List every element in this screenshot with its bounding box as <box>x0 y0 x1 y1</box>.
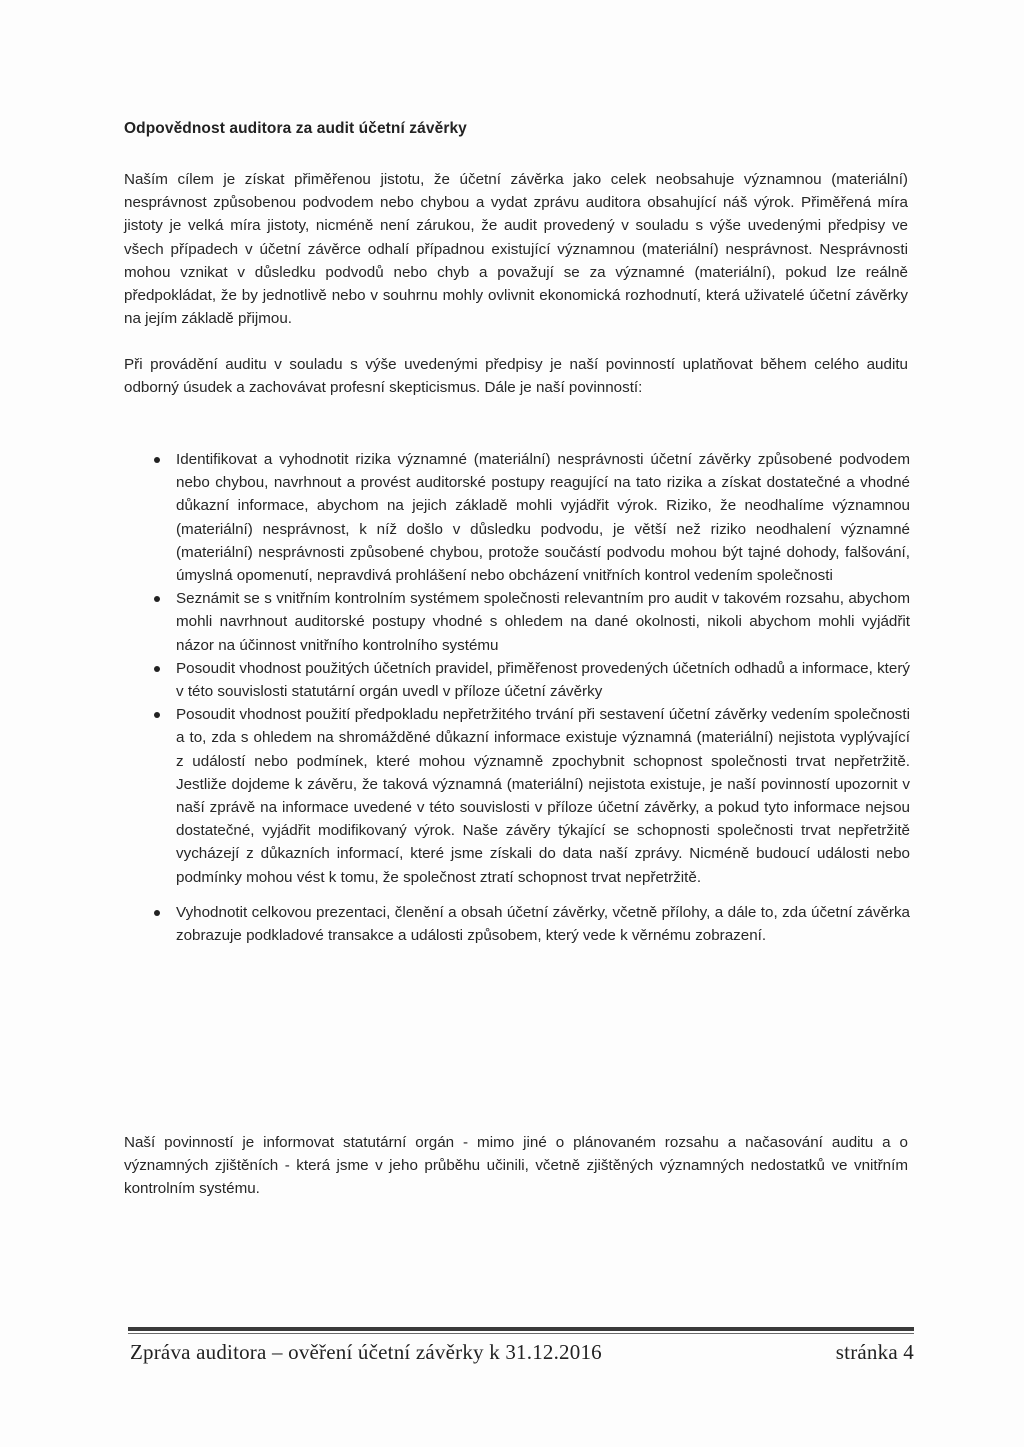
bullet-icon <box>154 596 160 602</box>
duties-list <box>124 448 910 947</box>
paragraph-audit-goal: Naším cílem je získat přiměřenou jistotu, že účetní závěrka jako celek neobsahuje významnou (materiální) nesprávnost způsobenou podvodem nebo chybou a vydat zprávu auditora obsahující náš výrok. Přiměřená míra jistoty je velká míra jistoty, nicméně není zárukou, že audit provedený v souladu s výše uvedenými předpisy ve všech případech v účetní závěrce odhalí případnou existující významnou (materiální) nesprávnost. Nesprávnosti mohou vznikat v důsledku podvodů nebo chyb a považují se za významné (materiální), pokud lze reálně předpokládat, že by jednotlivě nebo v souhrnu mohly ovlivnit ekonomická rozhodnutí, která uživatelé účetní závěrky na jejím základě přijmou. <box>124 171 908 328</box>
footer-title: Zpráva auditora – ověření účetní závěrky k 31.12.2016 <box>130 1340 602 1364</box>
bullet-icon <box>154 666 160 672</box>
footer-divider <box>128 1327 914 1331</box>
list-item <box>124 657 910 703</box>
paragraph-auditor-duties: Při provádění auditu v souladu s výše uvedenými předpisy je naší povinností uplatňovat během celého auditu odborný úsudek a zachovávat profesní skepticismus. Dále je naší povinností: <box>124 356 908 397</box>
list-item-text: Identifikovat a vyhodnotit rizika významné (materiální) nesprávnosti účetní závěrky způsobené podvodem nebo chybou, navrhnout a provést auditorské postupy reagující na tato rizika a získat dostatečné a vhodné důkazní informace, abychom na jejich základě mohli vyjádřit výrok. Riziko, že neodhalíme významnou (materiální) nesprávnost, k níž došlo v důsledku podvodu, je větší než riziko neodhalení významné (materiální) nesprávnosti způsobené chybou, protože součástí podvodu mohou být tajné dohody, falšování, úmyslná opomenutí, nepravdivá prohlášení nebo obcházení vnitřních kontrol vedením společnosti <box>176 451 910 585</box>
list-item-text: Seznámit se s vnitřním kontrolním systémem společnosti relevantním pro audit v takovém rozsahu, abychom mohli navrhnout auditorské postupy vhodné s ohledem na dané okolnosti, nikoli abychom mohli vyjádřit názor na účinnost vnitřního kontrolního systému <box>176 590 910 654</box>
list-item <box>124 703 910 889</box>
section-heading: Odpovědnost auditora za audit účetní závěrky <box>124 120 467 137</box>
list-item-text: Posoudit vhodnost použití předpokladu nepřetržitého trvání při sestavení účetní závěrky vedením společnosti a to, zda s ohledem na shromážděné důkazní informace existuje významná (materiální) nejistota vyplývající z událostí nebo podmínek, které mohou významně zpochybnit schopnost společnosti trvat nepřetržitě. Jestliže dojdeme k závěru, že taková významná (materiální) nejistota existuje, je naší povinností upozornit v naší zprávě na informace uvedené v této souvislosti v příloze účetní závěrky, a pokud tyto informace nejsou dostatečné, vyjádřit modifikovaný výrok. Naše závěry týkající se schopnosti společnosti trvat nepřetržitě vycházejí z důkazních informací, které jsme získali do data naší zprávy. Nicméně budoucí události nebo podmínky mohou vést k tomu, že společnost ztratí schopnost trvat nepřetržitě. <box>176 706 910 886</box>
bullet-icon <box>154 712 160 718</box>
list-item-text: Vyhodnotit celkovou prezentaci, členění a obsah účetní závěrky, včetně přílohy, a dále to, zda účetní závěrka zobrazuje podkladové transakce a události způsobem, který vede k věrnému zobrazení. <box>176 903 910 945</box>
list-item <box>124 448 910 587</box>
list-item <box>124 901 910 947</box>
bullet-icon <box>154 457 160 463</box>
bullet-icon <box>154 910 160 916</box>
paragraph-reporting-duty: Naší povinností je informovat statutární orgán - mimo jiné o plánovaném rozsahu a načasování auditu a o významných zjištěních - která jsme v jeho průběhu učinili, včetně zjištěných významných nedostatků ve vnitřním kontrolním systému. <box>124 1134 908 1198</box>
list-item <box>124 587 910 657</box>
footer-divider-thin <box>128 1333 914 1334</box>
list-item-text: Posoudit vhodnost použitých účetních pravidel, přiměřenost provedených účetních odhadů a informace, který v této souvislosti statutární orgán uvedl v příloze účetní závěrky <box>176 659 910 701</box>
page-number: stránka 4 <box>835 1340 914 1364</box>
